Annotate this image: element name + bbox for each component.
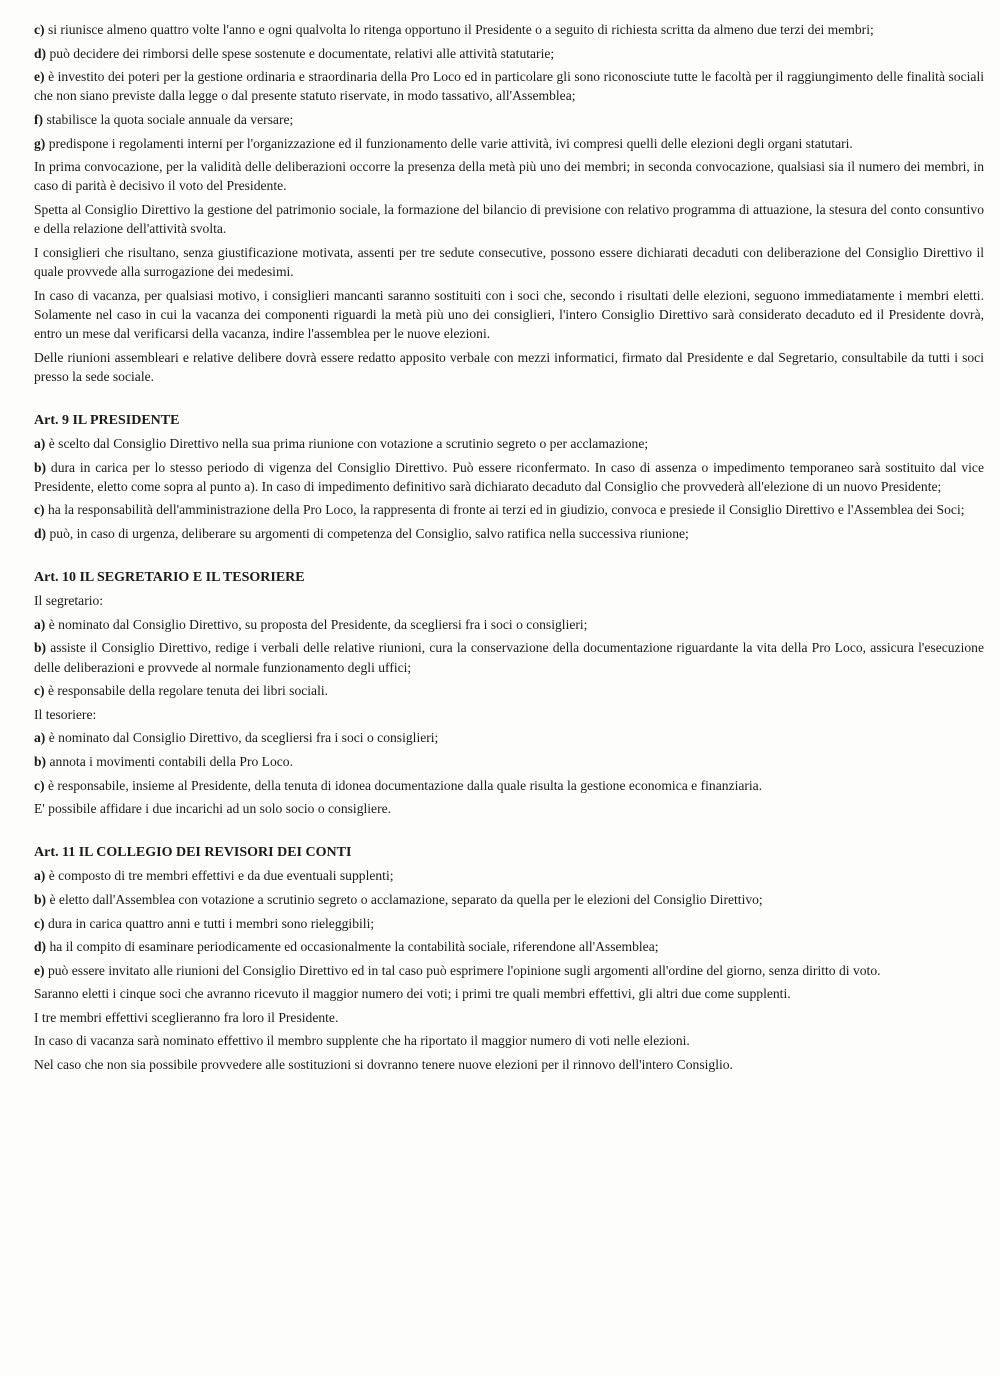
article-heading: Art. 11 IL COLLEGIO DEI REVISORI DEI CONTI: [34, 845, 352, 861]
paragraph: Nel caso che non sia possibile provvedere alle sostituzioni si dovranno tenere nuove elezioni per il rinnovo dell'intero Consiglio.: [34, 1057, 733, 1073]
item-text: annota i movimenti contabili della Pro Loco.: [46, 753, 293, 769]
paragraph: Delle riunioni assembleari e relative delibere dovrà essere redatto apposito verbale con mezzi informatici, firmato dal Presidente e dal Segretario, consultabile da tutti i soci presso la sede sociale.: [34, 349, 984, 384]
paragraph: In prima convocazione, per la validità delle deliberazioni occorre la presenza della metà più uno dei membri; in seconda convocazione, qualsiasi sia il numero dei membri, in caso di parità è decisivo il voto del Presidente.: [34, 159, 984, 194]
list-item: [34, 776, 984, 795]
list-item: [34, 961, 984, 980]
list-item: [34, 20, 984, 39]
paragraph: I tre membri effettivi sceglieranno fra loro il Presidente.: [34, 1009, 339, 1025]
subsection-label: Il segretario:: [34, 593, 104, 609]
list-item: [34, 134, 984, 153]
item-text: può, in caso di urgenza, deliberare su argomenti di competenza del Consiglio, salvo ratifica nella successiva riunione;: [46, 525, 689, 541]
item-label: a): [34, 435, 46, 451]
list-item: [34, 615, 984, 634]
list-item: [34, 890, 984, 909]
item-text: è investito dei poteri per la gestione ordinaria e straordinaria della Pro Loco ed in particolare gli sono riconosciute tutte le facoltà per il raggiungimento delle finalità sociali che non siano previste dalla legge o dal presente statuto riservate, in modo tassativo, all'Assemblea;: [34, 69, 984, 104]
item-label: e): [34, 69, 45, 85]
list-item: [34, 728, 984, 747]
paragraph: I consiglieri che risultano, senza giustificazione motivata, assenti per tre sedute consecutive, possono essere dichiarati decaduti con deliberazione del Consiglio Direttivo il quale provvede alla surrogazione dei medesimi.: [34, 244, 984, 279]
subsection-label: Il tesoriere:: [34, 706, 97, 722]
item-text: stabilisce la quota sociale annuale da versare;: [43, 111, 294, 127]
item-label: c): [34, 915, 45, 931]
item-text: è scelto dal Consiglio Direttivo nella sua prima riunione con votazione a scrutinio segreto o per acclamazione;: [45, 435, 649, 451]
item-text: predispone i regolamenti interni per l'organizzazione ed il funzionamento delle varie attività, ivi compresi quelli delle elezioni degli organi statutari.: [45, 135, 853, 151]
paragraph: In caso di vacanza, per qualsiasi motivo, i consiglieri mancanti saranno sostituiti con i soci che, secondo i risultati delle elezioni, seguono immediatamente i membri eletti. Solamente nel caso in cui la vacanza dei componenti riguardi la metà più uno dei consiglieri, l'intero Consiglio Direttivo sarà considerato decaduto ed il Presidente dovrà, entro un mese dal verificarsi della vacanza, indire l'assemblea per le nuove elezioni.: [34, 287, 984, 341]
item-text: assiste il Consiglio Direttivo, redige i verbali delle relative riunioni, cura la conservazione della documentazione riguardante la vita della Pro Loco, assicura l'esecuzione delle deliberazioni e provvede al normale funzionamento degli uffici;: [34, 640, 984, 675]
paragraph: In caso di vacanza sarà nominato effettivo il membro supplente che ha riportato il maggior numero di voti nelle elezioni.: [34, 1033, 690, 1049]
list-item: [34, 67, 984, 105]
item-label: b): [34, 753, 47, 769]
item-text: ha la responsabilità dell'amministrazione della Pro Loco, la rappresenta di fronte ai terzi ed in giudizio, convoca e presiede il Consiglio Direttivo e l'Assemblea dei Soci;: [44, 502, 965, 518]
list-item: [34, 866, 984, 885]
list-item: [34, 44, 984, 63]
item-text: può decidere dei rimborsi delle spese sostenute e documentate, relativi alle attività statutarie;: [46, 45, 555, 61]
list-item: [34, 914, 984, 933]
item-label: d): [34, 939, 47, 955]
article-heading: Art. 9 IL PRESIDENTE: [34, 412, 180, 428]
item-label: b): [34, 640, 47, 656]
list-item: [34, 681, 984, 700]
item-label: a): [34, 868, 46, 884]
item-text: può essere invitato alle riunioni del Consiglio Direttivo ed in tal caso può esprimere l'opinione sugli argomenti all'ordine del giorno, senza diritto di voto.: [44, 962, 881, 978]
item-label: c): [34, 683, 45, 699]
item-text: è nominato dal Consiglio Direttivo, su proposta del Presidente, da scegliersi fra i soci o consiglieri;: [45, 616, 588, 632]
item-text: dura in carica per lo stesso periodo di vigenza del Consiglio Direttivo. Può essere riconfermato. In caso di assenza o impedimento temporaneo sarà sostituito dal vice Presidente, eletto come sopra al punto a). In caso di impedimento definitivo sarà dichiarato decaduto dal Consiglio che provvederà all'elezione di un nuovo Presidente;: [34, 459, 984, 494]
item-text: si riunisce almeno quattro volte l'anno e ogni qualvolta lo ritenga opportuno il Presidente o a seguito di richiesta scritta da almeno due terzi dei membri;: [44, 22, 874, 37]
article-11-section: [34, 843, 984, 1074]
item-label: b): [34, 459, 47, 475]
item-label: d): [34, 45, 47, 61]
list-item: [34, 434, 984, 453]
paragraph: E' possibile affidare i due incarichi ad un solo socio o consigliere.: [34, 801, 392, 817]
item-label: g): [34, 135, 46, 151]
article-10-section: [34, 568, 984, 818]
item-label: c): [34, 22, 45, 37]
paragraph: Saranno eletti i cinque soci che avranno ricevuto il maggior numero dei voti; i primi tre quali membri effettivi, gli altri due come supplenti.: [34, 986, 791, 1002]
intro-section: [34, 20, 984, 386]
list-item: [34, 500, 984, 519]
list-item: [34, 752, 984, 771]
item-label: c): [34, 777, 45, 793]
list-item: [34, 638, 984, 676]
item-text: è nominato dal Consiglio Direttivo, da scegliersi fra i soci o consiglieri;: [45, 730, 439, 746]
item-text: ha il compito di esaminare periodicamente ed occasionalmente la contabilità sociale, riferendone all'Assemblea;: [46, 939, 659, 955]
list-item: [34, 937, 984, 956]
item-text: è responsabile della regolare tenuta dei libri sociali.: [44, 683, 329, 699]
item-label: e): [34, 962, 45, 978]
item-label: a): [34, 616, 46, 632]
item-label: a): [34, 730, 46, 746]
item-label: d): [34, 525, 47, 541]
item-label: b): [34, 891, 47, 907]
item-text: è composto di tre membri effettivi e da due eventuali supplenti;: [45, 868, 394, 884]
item-text: è responsabile, insieme al Presidente, della tenuta di idonea documentazione dalla quale risulta la gestione economica e finanziaria.: [44, 777, 763, 793]
item-label: c): [34, 502, 45, 518]
item-text: è eletto dall'Assemblea con votazione a scrutinio segreto o acclamazione, separato da quella per le elezioni del Consiglio Direttivo;: [46, 891, 763, 907]
list-item: [34, 110, 984, 129]
document-body: [34, 20, 984, 1079]
list-item: [34, 524, 984, 543]
list-item: [34, 458, 984, 496]
paragraph: Spetta al Consiglio Direttivo la gestione del patrimonio sociale, la formazione del bilancio di previsione con relativo programma di attuazione, la stesura del conto consuntivo e della relazione dell'attività svolta.: [34, 201, 984, 237]
article-9-section: [34, 411, 984, 543]
item-label: f): [34, 111, 44, 127]
article-heading: Art. 10 IL SEGRETARIO E IL TESORIERE: [34, 570, 305, 586]
item-text: dura in carica quattro anni e tutti i membri sono rieleggibili;: [44, 915, 375, 931]
